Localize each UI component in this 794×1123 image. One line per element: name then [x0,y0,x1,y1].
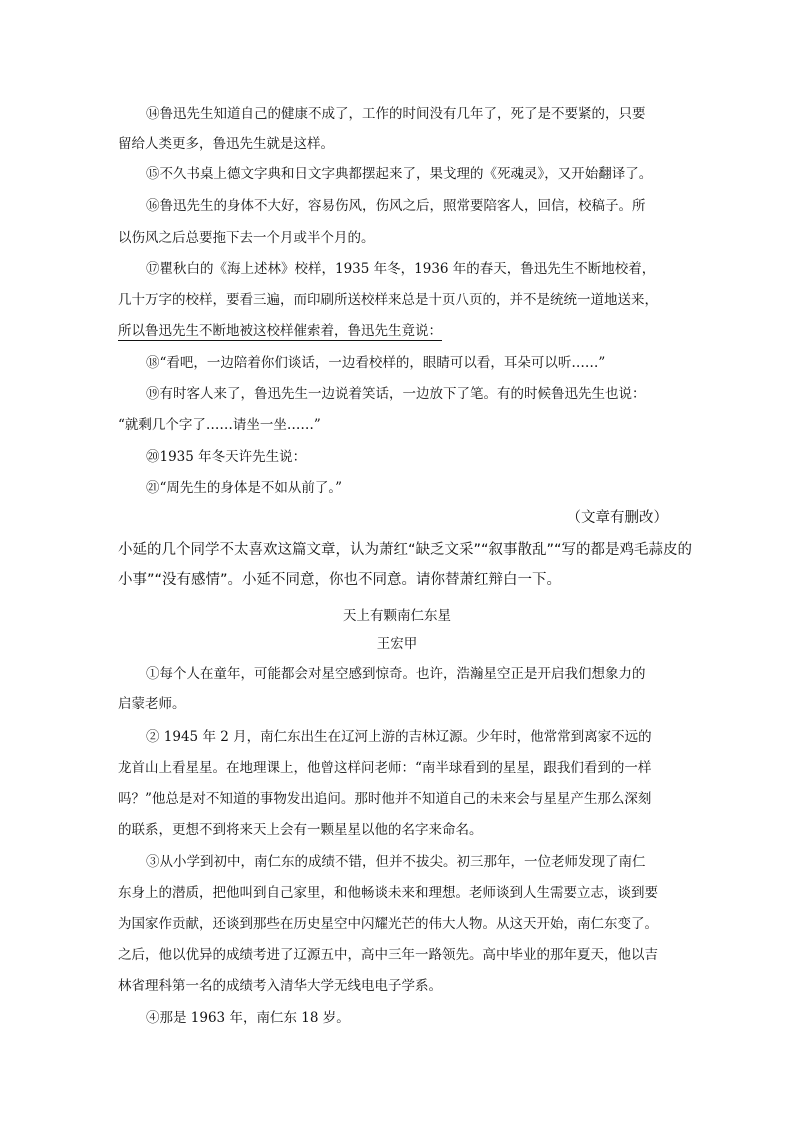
excerpt-paragraph-14-line-1: ⑭鲁迅先生知道自己的健康不成了，工作的时间没有几年了，死了是不要紧的，只要 [146,106,646,122]
article-paragraph-3-line-5: 林省理科第一名的成绩考入清华大学无线电电子学系。 [118,978,442,994]
excerpt-paragraph-15-line-1: ⑮不久书桌上德文字典和日文字典都摆起来了，果戈理的《死魂灵》，又开始翻译了。 [146,166,653,182]
excerpt-paragraph-18: ⑱“看吧，一边陪着你们谈话，一边看校样的，眼睛可以看，耳朵可以听……” [146,355,606,371]
excerpt-paragraph-17-line-2: 几十万字的校样，要看三遍，而印刷所送校样来总是十页八页的，并不是统统一道地送来， [118,292,658,308]
excerpt-paragraph-16-line-2: 以伤风之后总要拖下去一个月或半个月的。 [118,230,375,246]
question-line-2: 小事”“没有感情”。小延不同意，你也不同意。请你替萧红辩白一下。 [118,572,562,588]
article-paragraph-2-line-3: 吗？”他总是对不知道的事物发出追问。那时他并不知道自己的未来会与星星产生那么深刻 [118,791,652,807]
article-paragraph-2-line-1: ② 1945 年 2 月，南仁东出生在辽河上游的吉林辽源。少年时，他常常到离家不远的 [146,729,652,745]
article-title: 天上有颗南仁东星 [343,608,451,624]
excerpt-paragraph-14-line-2: 留给人类更多，鲁迅先生就是这样。 [118,136,334,152]
excerpt-paragraph-19-line-1: ⑲有时客人来了，鲁迅先生一边说着笑话，一边放下了笔。有的时候鲁迅先生也说： [146,386,646,402]
excerpt-paragraph-21: ㉑“周先生的身体是不如从前了。” [146,480,343,496]
article-author: 王宏甲 [376,636,418,652]
excerpt-paragraph-16-line-1: ⑯鲁迅先生的身体不大好，容易伤风，伤风之后，照常要陪客人，回信，校稿子。所 [146,198,646,214]
underlined-sentence: 所以鲁迅先生不断地被这校样催索着，鲁迅先生竟说： [118,323,442,339]
article-paragraph-1-line-1: ①每个人在童年，可能都会对星空感到惊奇。也许，浩瀚星空正是开启我们想象力的 [146,666,646,682]
excerpt-paragraph-17-line-3 [118,321,442,341]
article-paragraph-3-line-3: 为国家作贡献，还谈到那些在历史星空中闪耀光芒的伟大人物。从这天开始，南仁东变了。 [118,916,658,932]
excerpt-paragraph-19-line-2: “就剩几个字了……请坐一坐……” [118,417,321,433]
excerpt-paragraph-20: ⑳1935 年冬天许先生说： [146,449,307,465]
question-line-1: 小延的几个同学不太喜欢这篇文章，认为萧红“缺乏文采”“叙事散乱”“写的都是鸡毛蒜皮的 [118,542,693,558]
article-paragraph-1-line-2: 启蒙老师。 [118,696,186,712]
abridged-note: （文章有删改） [566,510,668,526]
article-paragraph-2-line-4: 的联系，更想不到将来天上会有一颗星星以他的名字来命名。 [118,822,483,838]
article-paragraph-2-line-2: 龙首山上看星星。在地理课上，他曾这样问老师：“南半球看到的星星，跟我们看到的一样 [118,760,652,776]
article-paragraph-3-line-2: 东身上的潜质，把他叫到自己家里，和他畅谈未来和理想。老师谈到人生需要立志，谈到要 [118,885,658,901]
article-paragraph-3-line-4: 之后，他以优异的成绩考进了辽源五中，高中三年一路领先。高中毕业的那年夏天，他以吉 [118,947,658,963]
article-paragraph-4: ④那是 1963 年，南仁东 18 岁。 [146,1010,350,1026]
excerpt-paragraph-17-line-1: ⑰瞿秋白的《海上述林》校样，1935 年冬，1936 年的春天，鲁迅先生不断地校着， [146,261,656,277]
article-paragraph-3-line-1: ③从小学到初中，南仁东的成绩不错，但并不拔尖。初三那年，一位老师发现了南仁 [146,854,646,870]
